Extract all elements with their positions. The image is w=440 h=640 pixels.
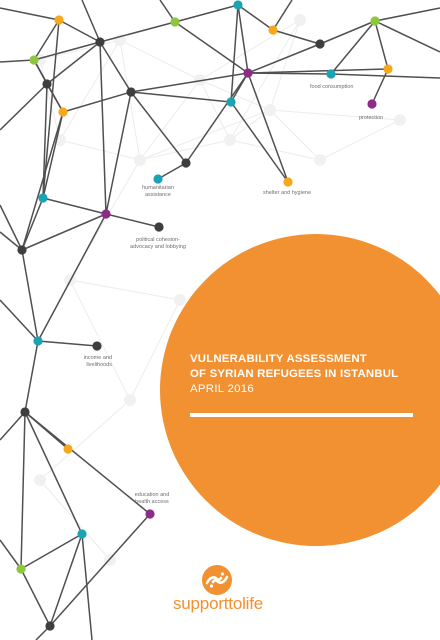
network-link xyxy=(273,30,320,44)
network-link xyxy=(375,8,440,21)
network-node xyxy=(315,39,324,48)
network-node xyxy=(101,209,110,218)
network-node xyxy=(383,64,392,73)
two-hands-icon xyxy=(202,565,232,595)
network-link xyxy=(100,42,131,92)
title-line-2: OF SYRIAN REFUGEES IN ISTANBUL xyxy=(190,368,399,380)
network-link xyxy=(375,21,440,52)
network-link xyxy=(248,73,331,74)
network-link xyxy=(331,21,375,74)
network-link xyxy=(248,69,388,73)
network-link xyxy=(38,214,106,341)
network-link xyxy=(175,22,248,73)
network-link xyxy=(25,412,82,534)
network-link xyxy=(21,534,82,569)
network-node xyxy=(170,17,179,26)
network-node xyxy=(42,79,51,88)
network-link xyxy=(375,21,388,69)
network-link xyxy=(273,0,292,30)
logo-wordmark: supporttolife xyxy=(173,594,264,613)
label-protection: protection xyxy=(359,115,384,121)
network-link xyxy=(21,569,50,626)
network-node xyxy=(268,25,277,34)
network-link xyxy=(131,92,231,102)
network-link xyxy=(100,22,175,42)
network-node xyxy=(63,444,72,453)
network-node xyxy=(54,15,63,24)
network-node xyxy=(38,193,47,202)
network-link xyxy=(50,534,82,626)
network-link xyxy=(43,198,106,214)
network-link xyxy=(106,92,131,214)
network-link xyxy=(231,5,238,102)
network-node xyxy=(95,37,104,46)
network-node xyxy=(370,16,379,25)
network-node xyxy=(92,341,101,350)
network-link xyxy=(0,412,25,440)
network-link xyxy=(106,214,159,227)
network-node xyxy=(29,55,38,64)
network-link xyxy=(59,20,100,42)
network-link xyxy=(238,5,248,73)
network-node xyxy=(154,222,163,231)
network-link xyxy=(22,112,63,250)
network-link xyxy=(0,205,22,250)
network-node xyxy=(45,621,54,630)
network-node xyxy=(33,336,42,345)
network-node xyxy=(145,509,154,518)
network-node xyxy=(233,0,242,9)
network-link xyxy=(320,21,375,44)
network-link xyxy=(158,163,186,179)
label-political-cohesion: political cohesion- advocacy and lobbying xyxy=(130,237,186,250)
network-link xyxy=(0,84,47,130)
network-link xyxy=(248,73,288,182)
network-link xyxy=(82,534,92,640)
network-link xyxy=(175,5,238,22)
cover-title-block xyxy=(190,352,430,397)
label-humanitarian-assistance: humanitarian assistance xyxy=(142,185,174,198)
label-education-and-health-access: education and health access xyxy=(134,492,170,505)
network-link xyxy=(38,341,97,346)
network-link xyxy=(0,60,34,62)
network-link xyxy=(131,73,248,92)
network-node xyxy=(20,407,29,416)
network-link xyxy=(25,341,38,412)
network-node xyxy=(243,68,252,77)
network-link xyxy=(50,514,150,626)
network-link xyxy=(63,92,131,112)
network-node xyxy=(181,158,190,167)
network-node xyxy=(16,564,25,573)
network-link xyxy=(82,0,100,42)
network-node xyxy=(226,97,235,106)
network-node xyxy=(126,87,135,96)
network-link xyxy=(372,69,388,104)
network-link xyxy=(238,5,273,30)
title-line-1: VULNERABILITY ASSESSMENT xyxy=(190,353,367,365)
cover-date: APRIL 2016 xyxy=(190,383,255,395)
network-node xyxy=(58,107,67,116)
network-node xyxy=(326,69,335,78)
network-link xyxy=(21,412,25,569)
label-shelter-and-hygiene: shelter and hygiene xyxy=(263,190,312,196)
label-food-consumption: food consumption xyxy=(310,84,354,90)
network-node xyxy=(17,245,26,254)
network-node xyxy=(283,177,292,186)
network-node xyxy=(367,99,376,108)
network-node xyxy=(77,529,86,538)
network-link xyxy=(0,540,21,569)
network-link xyxy=(0,8,59,20)
title-underline-bar xyxy=(190,413,413,417)
label-income-and-livelihoods: income and livelihoods xyxy=(83,355,112,368)
network-node xyxy=(153,174,162,183)
